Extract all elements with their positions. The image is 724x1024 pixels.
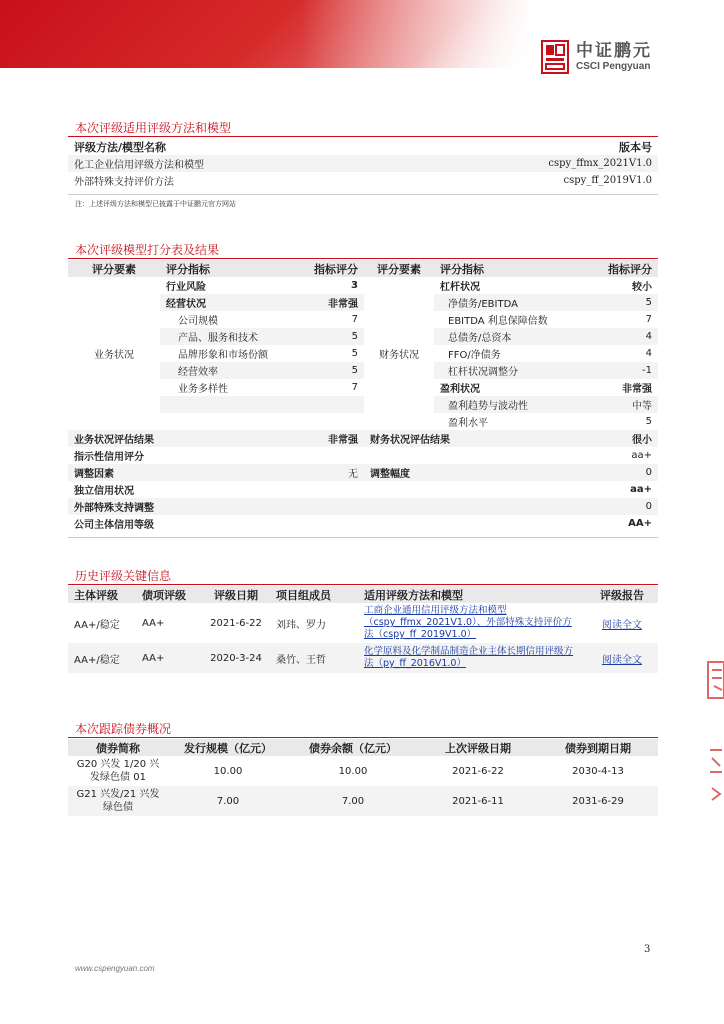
methods-rule bbox=[68, 136, 658, 137]
issue-rating: AA+ bbox=[136, 643, 202, 673]
history-section-title: 历史评级关键信息 bbox=[75, 569, 172, 583]
bond-maturity: 2031-6-29 bbox=[538, 786, 658, 816]
team-members: 桑竹、王哲 bbox=[270, 643, 358, 673]
right-score: 7 bbox=[645, 314, 652, 325]
history-header: 评级日期 bbox=[202, 586, 270, 603]
entity-rating: AA+/稳定 bbox=[68, 643, 136, 673]
right-score: 4 bbox=[645, 348, 652, 359]
left-indicator: 公司规模 bbox=[178, 316, 218, 327]
bond-balance: 10.00 bbox=[338, 765, 368, 777]
history-row bbox=[68, 603, 658, 643]
left-indicator: 经营效率 bbox=[160, 362, 300, 379]
external-value: 0 bbox=[584, 498, 658, 515]
right-indicator: EBITDA 利息保障倍数 bbox=[448, 316, 548, 327]
bond-name: G21 兴发/21 兴发绿色债 bbox=[68, 786, 168, 816]
method-link[interactable]: 化学原料及化学制品制造企业主体长期信用评级方法（py_ff_2016V1.0） bbox=[364, 646, 574, 669]
right-score: 4 bbox=[584, 328, 658, 345]
left-indicator: 品牌形象和市场份额 bbox=[178, 350, 268, 361]
business-result-label: 业务状况评估结果 bbox=[68, 430, 300, 447]
bond-name: G20 兴发 1/20 兴发绿色债 01 bbox=[76, 759, 160, 783]
history-header: 评级报告 bbox=[586, 586, 658, 603]
bond-maturity: 2030-4-13 bbox=[572, 765, 624, 777]
right-indicator: 杠杆状况调整分 bbox=[434, 362, 584, 379]
standalone-value: aa+ bbox=[630, 484, 652, 495]
score-header: 指标评分 bbox=[584, 260, 658, 277]
methods-section-title: 本次评级适用评级方法和模型 bbox=[75, 121, 232, 135]
right-score: 5 bbox=[645, 416, 652, 427]
final-rating-label: 公司主体信用等级 bbox=[74, 520, 154, 531]
adjust-range-label: 调整幅度 bbox=[364, 464, 584, 481]
entity-rating: AA+/稳定 bbox=[74, 619, 120, 631]
bonds-header: 发行规模（亿元） bbox=[168, 739, 288, 756]
left-indicator: 经营状况 bbox=[160, 294, 300, 311]
scoring-table bbox=[68, 260, 658, 532]
bond-size: 7.00 bbox=[168, 786, 288, 816]
right-indicator: 盈利趋势与波动性 bbox=[434, 396, 584, 413]
pengyuan-seal-icon bbox=[540, 40, 570, 74]
adjust-label: 调整因素 bbox=[68, 464, 300, 481]
left-score: 7 bbox=[351, 314, 358, 325]
logo-english-name: CSCI Pengyuan bbox=[576, 61, 651, 72]
indicative-label: 指示性信用评分 bbox=[74, 452, 144, 463]
right-score: 中等 bbox=[584, 396, 658, 413]
history-rule bbox=[68, 584, 658, 585]
score-header: 指标评分 bbox=[300, 260, 364, 277]
history-header: 项目组成员 bbox=[270, 586, 358, 603]
left-score: 3 bbox=[351, 280, 358, 291]
right-indicator: 净债务/EBITDA bbox=[434, 294, 584, 311]
business-factor-label: 业务状况 bbox=[94, 350, 134, 361]
history-header: 适用评级方法和模型 bbox=[358, 586, 586, 603]
report-link[interactable]: 阅读全文 bbox=[602, 654, 642, 666]
financial-result-label: 财务状况评估结果 bbox=[364, 430, 584, 447]
rating-date: 2021-6-22 bbox=[210, 617, 262, 629]
left-empty bbox=[160, 396, 300, 413]
bonds-header: 债券到期日期 bbox=[538, 739, 658, 756]
history-header: 主体评级 bbox=[68, 586, 136, 603]
history-table bbox=[68, 586, 658, 673]
bond-last-rating-date: 2021-6-22 bbox=[452, 765, 504, 777]
logo-chinese-name: 中证鹏元 bbox=[576, 41, 652, 61]
bonds-header: 债券余额（亿元） bbox=[288, 739, 418, 756]
rating-date: 2020-3-24 bbox=[202, 643, 270, 673]
scoring-bottom-rule bbox=[68, 537, 658, 538]
adjust-value: 无 bbox=[300, 464, 364, 481]
footer-website: www.cspengyuan.com bbox=[75, 964, 155, 973]
methods-header-version: 版本号 bbox=[619, 140, 652, 154]
report-link[interactable]: 阅读全文 bbox=[602, 619, 642, 631]
left-indicator: 行业风险 bbox=[166, 282, 206, 293]
bond-last-rating-date: 2021-6-11 bbox=[418, 786, 538, 816]
history-header: 债项评级 bbox=[136, 586, 202, 603]
score-header: 评分指标 bbox=[434, 260, 584, 277]
right-score: 非常强 bbox=[622, 384, 652, 395]
method-version: cspy_ffmx_2021V1.0 bbox=[393, 155, 658, 172]
external-label: 外部特殊支持调整 bbox=[68, 498, 584, 515]
financial-result: 很小 bbox=[584, 430, 658, 447]
left-empty bbox=[160, 413, 300, 430]
methods-header-name: 评级方法/模型名称 bbox=[74, 140, 167, 154]
left-score: 5 bbox=[300, 362, 364, 379]
bonds-table bbox=[68, 739, 658, 816]
left-empty bbox=[300, 413, 364, 430]
method-name: 外部特殊支持评价方法 bbox=[74, 177, 174, 188]
score-header: 评分要素 bbox=[68, 260, 160, 277]
bonds-section-title: 本次跟踪债券概况 bbox=[75, 722, 172, 736]
bond-size: 10.00 bbox=[213, 765, 243, 777]
bonds-header: 上次评级日期 bbox=[418, 739, 538, 756]
right-score: -1 bbox=[584, 362, 658, 379]
bonds-rule bbox=[68, 737, 658, 738]
stamp-fragment bbox=[704, 660, 724, 814]
left-empty bbox=[300, 396, 364, 413]
scoring-rule bbox=[68, 258, 658, 259]
business-result: 非常强 bbox=[300, 430, 364, 447]
right-indicator: 总债务/总资本 bbox=[434, 328, 584, 345]
score-header: 评分指标 bbox=[160, 260, 300, 277]
page-number: 3 bbox=[644, 944, 651, 955]
bond-row bbox=[68, 756, 658, 786]
right-indicator: 盈利状况 bbox=[440, 384, 480, 395]
scoring-section-title: 本次评级模型打分表及结果 bbox=[75, 243, 220, 257]
bond-row bbox=[68, 786, 658, 816]
standalone-label: 独立信用状况 bbox=[74, 486, 134, 497]
left-indicator: 产品、服务和技术 bbox=[160, 328, 300, 345]
history-row bbox=[68, 643, 658, 673]
issue-rating: AA+ bbox=[142, 617, 165, 629]
bonds-header: 债券简称 bbox=[68, 739, 168, 756]
adjust-range-value: 0 bbox=[584, 464, 658, 481]
right-indicator: 杠杆状况 bbox=[440, 282, 480, 293]
method-link[interactable]: 工商企业通用信用评级方法和模型（cspy_ffmx_2021V1.0）、外部特殊支持评价方法（cspy_ff_2019V1.0） bbox=[364, 605, 572, 640]
score-header: 评分要素 bbox=[364, 260, 434, 277]
right-indicator: 盈利水平 bbox=[448, 418, 488, 429]
method-name: 化工企业信用评级方法和模型 bbox=[68, 155, 393, 172]
method-version: cspy_ff_2019V1.0 bbox=[563, 175, 652, 186]
financial-factor-label: 财务状况 bbox=[379, 350, 419, 361]
methods-table bbox=[68, 138, 658, 189]
team-members: 刘玮、罗力 bbox=[276, 619, 326, 631]
indicative-score: aa+ bbox=[631, 450, 652, 461]
final-rating-value: AA+ bbox=[628, 518, 652, 529]
bond-balance: 7.00 bbox=[288, 786, 418, 816]
methods-note: 注：上述评级方法和模型已披露于中证鹏元官方网站 bbox=[75, 200, 236, 208]
methods-bottom-rule bbox=[68, 194, 658, 195]
right-score: 5 bbox=[584, 294, 658, 311]
left-indicator: 业务多样性 bbox=[178, 384, 228, 395]
left-score: 5 bbox=[300, 328, 364, 345]
company-logo bbox=[540, 40, 652, 74]
header-fade bbox=[300, 0, 540, 68]
right-indicator: FFO/净债务 bbox=[448, 350, 501, 361]
left-score: 5 bbox=[351, 348, 358, 359]
right-score: 较小 bbox=[632, 282, 652, 293]
left-score: 非常强 bbox=[300, 294, 364, 311]
left-score: 7 bbox=[351, 382, 358, 393]
